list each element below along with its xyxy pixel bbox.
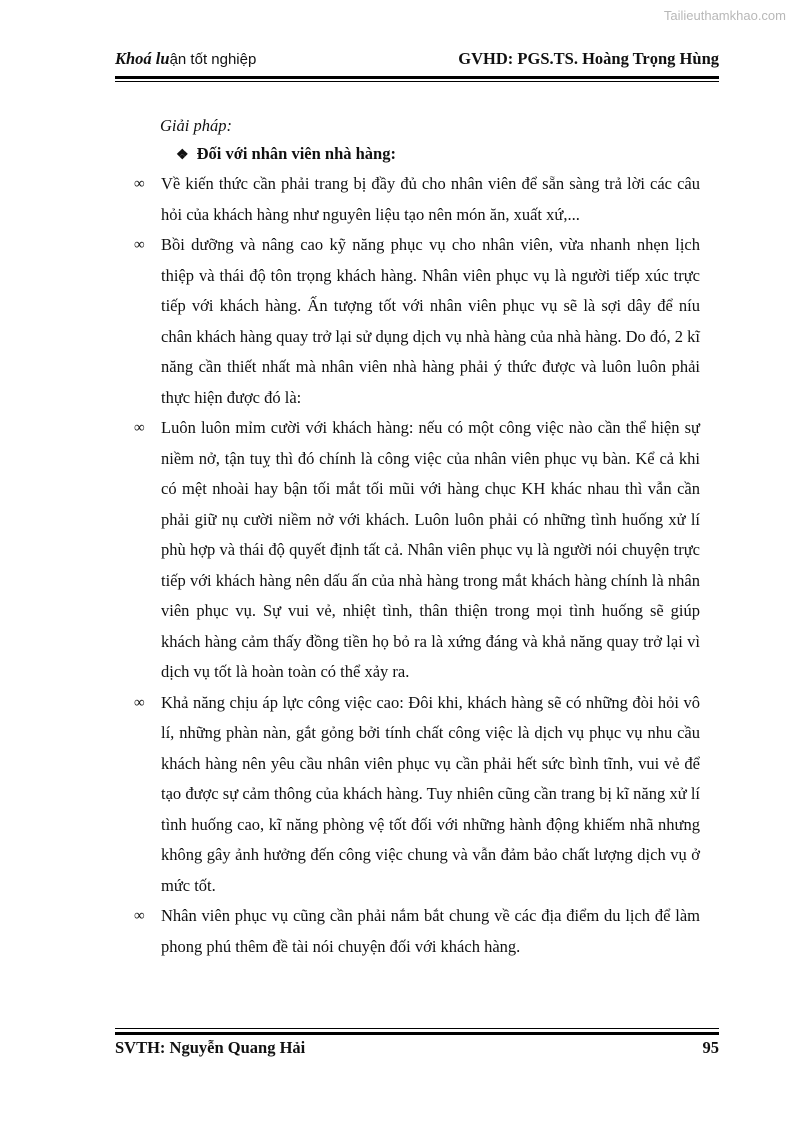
page-number: 95 — [702, 1038, 719, 1057]
infinity-bullet-icon: ∞ — [134, 908, 145, 924]
diamond-bullet-icon: ❖ — [176, 148, 189, 163]
bullet-list — [134, 169, 700, 962]
list-item — [134, 688, 700, 902]
infinity-bullet-icon: ∞ — [134, 176, 145, 192]
solution-label: Giải pháp: — [160, 116, 232, 135]
list-item-text: Nhân viên phục vụ cũng cần phải nắm bắt chung về các địa điểm du lịch để làm phong phú thêm đề tài nói chuyện đối với khách hàng. — [161, 906, 700, 956]
list-item — [134, 413, 700, 688]
list-item-text: Bồi dưỡng và nâng cao kỹ năng phục vụ cho nhân viên, vừa nhanh nhẹn lịch thiệp và thái độ tôn trọng khách hàng. Nhân viên phục vụ là người tiếp xúc trực tiếp với khách hàng. Ấn tượng tốt với nhân viên phục vụ sẽ là sợi dây để níu chân khách hàng quay trở lại sử dụng dịch vụ nhà hàng của nhà hàng. Do đó, 2 kĩ năng cần thiết nhất mà nhân viên nhà hàng phải ý thức được và luôn luôn phải thực hiện được đó là: — [161, 235, 700, 407]
header-left-plain: ận tốt nghiệp — [169, 51, 257, 68]
subheading — [176, 141, 700, 169]
watermark: Tailieuthamkhao.com — [663, 8, 786, 23]
infinity-bullet-icon: ∞ — [134, 420, 145, 436]
subheading-text: Đối với nhân viên nhà hàng: — [196, 144, 396, 163]
footer-author: SVTH: Nguyễn Quang Hải — [115, 1038, 306, 1057]
footer-rule-thick — [115, 1032, 719, 1035]
page-content — [134, 113, 700, 962]
header-rule-thick — [115, 76, 719, 79]
page-footer — [115, 1038, 719, 1058]
page-header — [115, 49, 719, 71]
list-item-text: Về kiến thức cần phải trang bị đầy đủ cho nhân viên để sẵn sàng trả lời các câu hỏi của khách hàng như nguyên liệu tạo nên món ăn, xuất xứ,... — [161, 174, 700, 224]
header-left — [115, 49, 256, 69]
infinity-bullet-icon: ∞ — [134, 694, 145, 711]
header-left-italic: Khoá lu — [115, 49, 170, 68]
list-item-text: Khả năng chịu áp lực công việc cao: Đôi khi, khách hàng sẽ có những đòi hỏi vô lí, những phàn nàn, gắt gỏng bởi tính chất công việc là dịch vụ phục vụ nhu cầu khách hàng nên yêu cầu nhân viên phục vụ cần phải hết sức bình tĩnh, vui vẻ để tạo được sự cảm thông của khách hàng. Tuy nhiên cũng cần trang bị kĩ năng xử lí tình huống cao, kĩ năng phòng vệ tốt đối với những hành động khiếm nhã nhưng không gây ảnh hưởng đến công việc chung và vẫn đảm bảo chất lượng dịch vụ ở mức tốt. — [161, 692, 700, 895]
list-item-text: Luôn luôn mỉm cười với khách hàng: nếu có một công việc nào cần thể hiện sự niềm nở, tận tuỵ thì đó chính là công việc của nhân viên phục vụ bàn. Kể cả khi có mệt nhoài hay bận tối mắt tối mũi với hàng chục KH khác nhau thì vẫn cần phải giữ nụ cười niềm nở với khách. Luôn luôn phải có những tình huống xử lí phù hợp và thái độ quyết định tất cả. Nhân viên phục vụ là người nói chuyện trực tiếp với khách hàng nên dấu ấn của nhà hàng trong mắt khách hàng chính là nhân viên phục vụ. Sự vui vẻ, nhiệt tình, thân thiện trong mọi tình huống sẽ giúp khách hàng cảm thấy đồng tiền họ bỏ ra là xứng đáng và khả năng quay trở lại vì dịch vụ tốt là hoàn toàn có thể xảy ra. — [161, 418, 700, 681]
footer-rule-thin — [115, 1028, 719, 1029]
header-right: GVHD: PGS.TS. Hoàng Trọng Hùng — [458, 49, 719, 68]
list-item — [134, 169, 700, 230]
list-item — [134, 901, 700, 962]
infinity-bullet-icon: ∞ — [134, 237, 145, 253]
list-item — [134, 230, 700, 413]
header-rule-thin — [115, 81, 719, 82]
